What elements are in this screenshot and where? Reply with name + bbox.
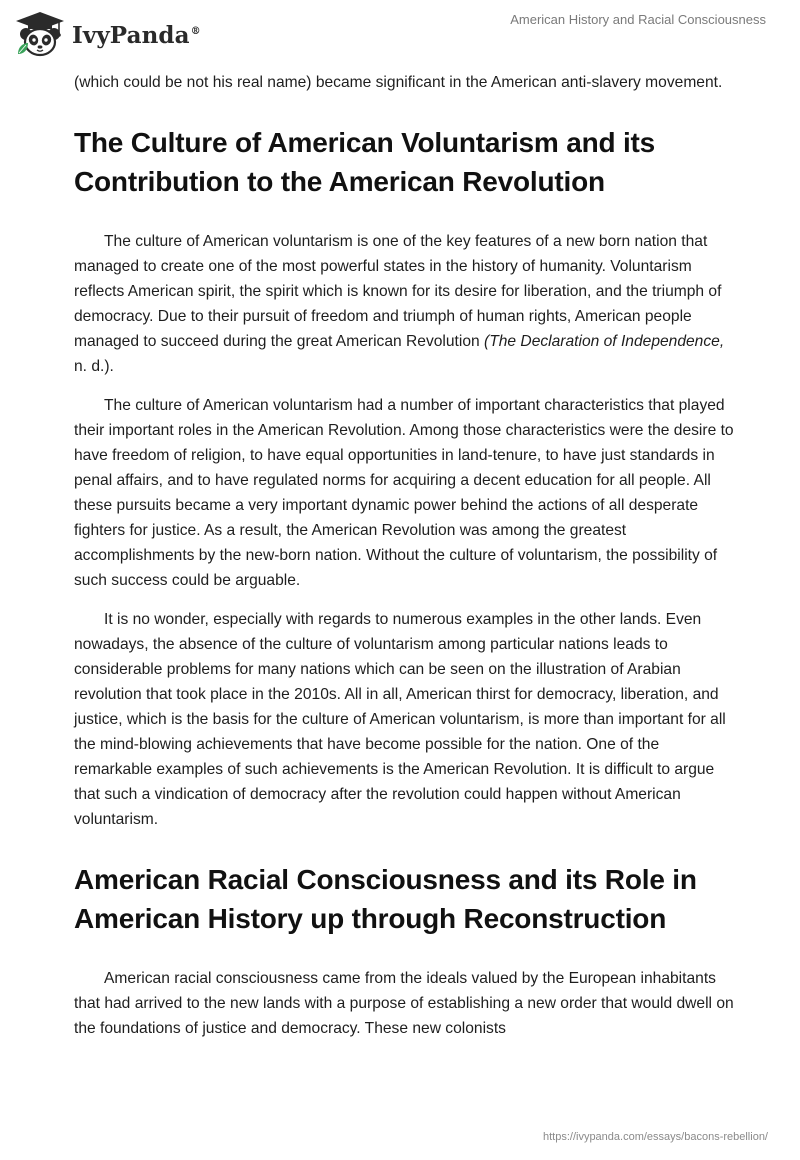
- paragraph-voluntarism-intro: [74, 229, 734, 379]
- continued-paragraph: (which could be not his real name) became significant in the American anti-slavery movement.: [74, 74, 723, 91]
- document-body: [74, 70, 734, 1055]
- section-heading-racial-consciousness: American Racial Consciousness and its Role in American History up through Reconstruction: [74, 864, 697, 934]
- source-url[interactable]: https://ivypanda.com/essays/bacons-rebellion/: [542, 1131, 768, 1143]
- paragraph-text: The culture of American voluntarism is one of the key features of a new born nation that managed to create one of the most powerful states in the history of humanity. Voluntarism reflects American spirit, the spirit which is known for its desire for liberation, and the triumph of democracy. Due to their pursuit of freedom and triumph of human rights, American people managed to succeed during the great American Revolution: [74, 233, 722, 350]
- paragraph-voluntarism-conclusion: It is no wonder, especially with regards to numerous examples in the other lands. Even nowadays, the absence of the culture of voluntarism among particular nations leads to considerable problems for many nations which can be seen on the illustration of Arabian revolution that took place in the 2010s. All in all, American thirst for democracy, liberation, and justice, which is the basis for the culture of American voluntarism, is more than important for all the mind-blowing achievements that have become possible for the nation. One of the remarkable examples of such achievements is the American Revolution. It is difficult to argue that such a vindication of democracy after the revolution could happen without American voluntarism.: [74, 611, 726, 828]
- ivypanda-logo[interactable]: [14, 10, 201, 58]
- paragraph-racial-consciousness: American racial consciousness came from the ideals valued by the European inhabitants that had arrived to the new lands with a purpose of establishing a new order that would dwell on the foundations of justice and democracy. These new colonists: [74, 970, 734, 1037]
- brand-name: IvyPanda®: [72, 21, 201, 49]
- page-header: [0, 0, 800, 66]
- registered-mark: ®: [190, 25, 201, 37]
- panda-graduate-icon: [14, 10, 66, 58]
- citation-date: n. d.).: [74, 358, 114, 375]
- paragraph-voluntarism-characteristics: The culture of American voluntarism had a number of important characteristics that played their important roles in the American Revolution. Among those characteristics were the desire to have freedom of religion, to have equal opportunities in land-tenure, to have just standards in penal affairs, and to have regulated norms for acquiring a decent education for all people. All these pursuits became a very important dynamic power behind the actions of all desperate fighters for justice. As a result, the American Revolution was among the greatest accomplishments by the new-born nation. Without the culture of voluntarism, the possibility of such success could be arguable.: [74, 397, 734, 589]
- document-running-title: American History and Racial Consciousness: [510, 12, 766, 27]
- section-heading-voluntarism: The Culture of American Voluntarism and its Contribution to the American Revolution: [74, 127, 656, 197]
- citation-title: (The Declaration of Independence,: [484, 333, 725, 350]
